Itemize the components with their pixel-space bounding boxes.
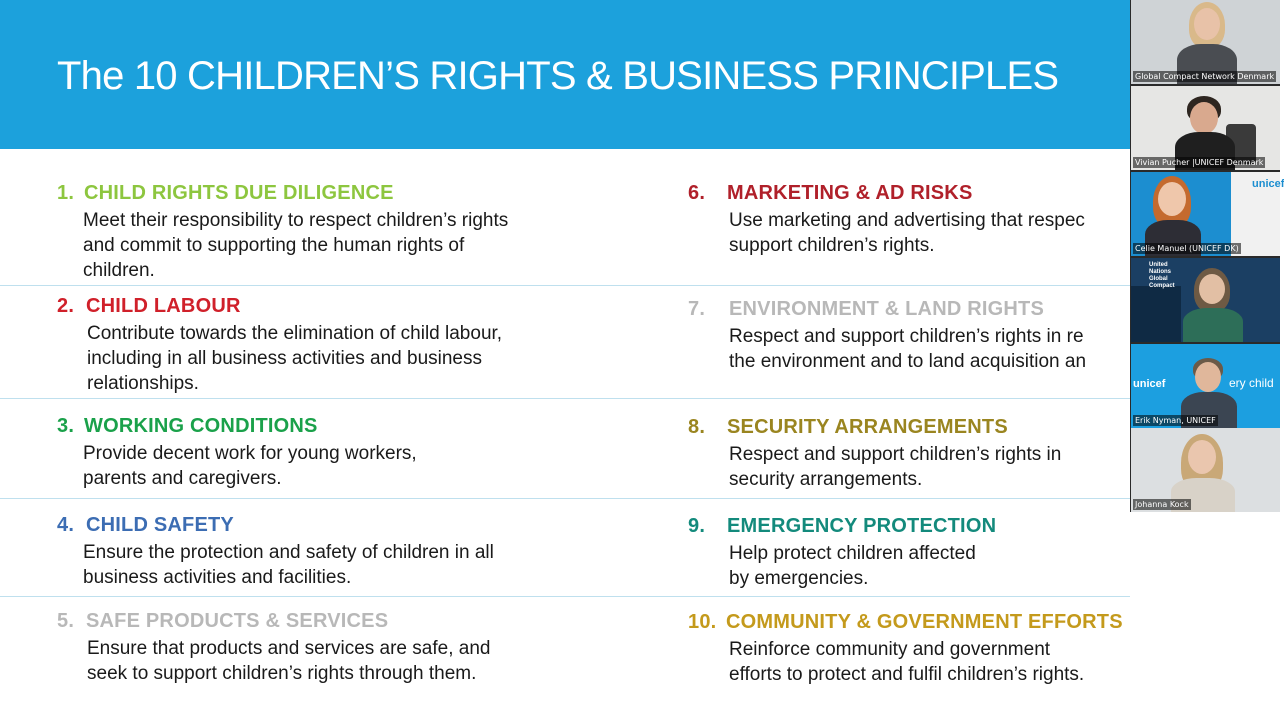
description-line: relationships. — [87, 373, 199, 394]
principle-title: SAFE PRODUCTS & SERVICES — [86, 610, 389, 632]
participant-name: Global Compact Network Denmark — [1135, 72, 1275, 81]
description-line: support children’s rights. — [729, 235, 935, 256]
description-line: parents and caregivers. — [83, 468, 282, 489]
principle-title: MARKETING & AD RISKS — [727, 182, 973, 204]
participant-tile[interactable] — [1131, 428, 1280, 512]
participant-name: Erik Nyman, UNICEF — [1135, 416, 1216, 425]
participant-name: Vivian Pucher |UNICEF Denmark — [1135, 158, 1264, 167]
principle-number: 1. — [57, 182, 75, 204]
principle-number: 7. — [688, 298, 706, 320]
principle-number: 4. — [57, 514, 75, 536]
description-line: Contribute towards the elimination of child labour, — [87, 323, 503, 344]
principle-description — [87, 636, 490, 686]
description-line: Ensure that products and services are safe, and — [87, 638, 491, 659]
participant-tile[interactable] — [1131, 172, 1284, 256]
principle-number: 2. — [57, 295, 75, 317]
description-line: by emergencies. — [729, 568, 869, 589]
description-line: Use marketing and advertising that respec — [729, 210, 1085, 231]
principle-number: 9. — [688, 515, 706, 537]
row-divider — [0, 596, 1130, 597]
participant-tile[interactable] — [1131, 344, 1280, 428]
unicef-logo: unicef — [1252, 178, 1284, 190]
description-line: Respect and support children’s rights in — [729, 444, 1062, 465]
principle-description — [87, 321, 502, 396]
principle-title: SECURITY ARRANGEMENTS — [727, 416, 1008, 438]
description-line: seek to support children’s rights through them. — [87, 663, 477, 684]
principle-description — [83, 208, 508, 283]
description-line: business activities and facilities. — [83, 567, 352, 588]
principle-number: 5. — [57, 610, 75, 632]
principle-description — [729, 442, 1061, 492]
participant-tile[interactable] — [1131, 0, 1280, 84]
principle-number: 6. — [688, 182, 706, 204]
description-line: Reinforce community and government — [729, 639, 1051, 660]
principle-title: CHILD RIGHTS DUE DILIGENCE — [84, 182, 394, 204]
description-line: security arrangements. — [729, 469, 923, 490]
principle-description — [729, 208, 1085, 258]
slide-header — [0, 0, 1280, 149]
description-line: efforts to protect and fulfil children’s rights. — [729, 664, 1085, 685]
principle-description — [729, 637, 1084, 687]
row-divider — [0, 498, 1130, 499]
description-line: Respect and support children’s rights in re — [729, 326, 1084, 347]
un-global-compact-logo: United Nations Global Compact — [1149, 262, 1175, 289]
participant-tile[interactable] — [1131, 258, 1280, 342]
principle-number: 8. — [688, 416, 706, 438]
principle-number: 10. — [688, 611, 717, 633]
principle-title: ENVIRONMENT & LAND RIGHTS — [729, 298, 1044, 320]
description-line: Meet their responsibility to respect children’s rights — [83, 210, 509, 231]
principle-title: CHILD LABOUR — [86, 295, 241, 317]
description-line: Provide decent work for young workers, — [83, 443, 417, 464]
participant-tile[interactable] — [1131, 86, 1280, 170]
description-line: Help protect children affected — [729, 543, 976, 564]
description-line: children. — [83, 260, 155, 281]
description-line: including in all business activities and business — [87, 348, 483, 369]
description-line: Ensure the protection and safety of children in all — [83, 542, 494, 563]
participant-name: Celie Manuel (UNICEF DK) — [1135, 244, 1239, 253]
description-line: and commit to supporting the human rights of — [83, 235, 465, 256]
principle-description — [729, 541, 976, 591]
participant-name: Johanna Kock — [1135, 500, 1189, 509]
description-line: the environment and to land acquisition an — [729, 351, 1087, 372]
principle-title: EMERGENCY PROTECTION — [727, 515, 997, 537]
unicef-logo: unicef — [1133, 378, 1166, 390]
principle-description — [83, 540, 494, 590]
principle-description — [83, 441, 417, 491]
principle-title: CHILD SAFETY — [86, 514, 234, 536]
principle-number: 3. — [57, 415, 75, 437]
principle-title: WORKING CONDITIONS — [84, 415, 318, 437]
slide-title: The 10 CHILDREN’S RIGHTS & BUSINESS PRINCIPLES — [57, 54, 1059, 98]
background-slogan: ery child — [1229, 376, 1274, 390]
principle-title: COMMUNITY & GOVERNMENT EFFORTS — [726, 611, 1123, 633]
row-divider — [0, 398, 1130, 399]
row-divider — [0, 285, 1130, 286]
principle-description — [729, 324, 1086, 374]
